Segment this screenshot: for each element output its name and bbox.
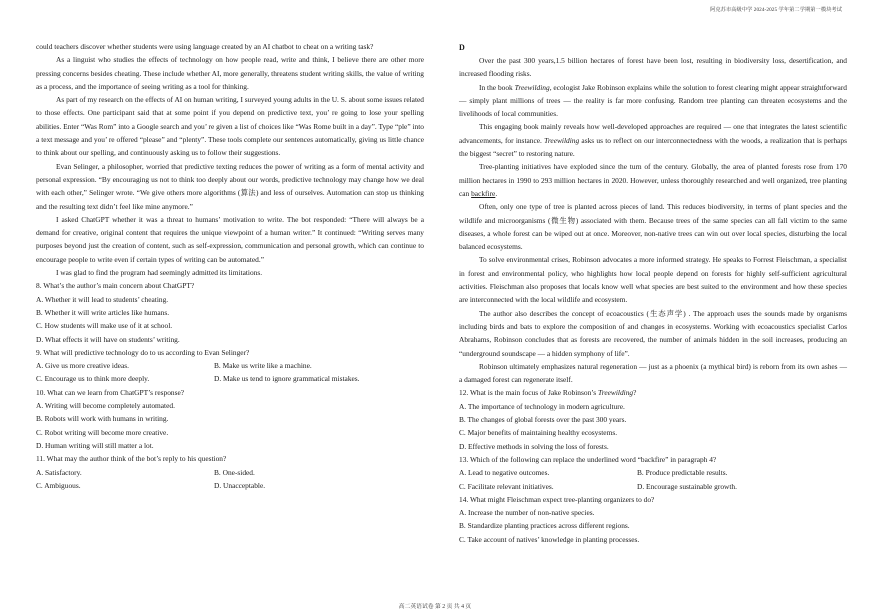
option-13b: B. Produce predictable results. bbox=[637, 468, 728, 478]
question-13: 13. Which of the following can replace the underlined word “backfire” in paragraph 4? bbox=[459, 454, 717, 464]
option-8b: B. Whether it will write articles like humans. bbox=[36, 307, 170, 317]
question-12: 12. What is the main focus of Jake Robinson’s Treewilding? bbox=[459, 388, 637, 398]
option-10d: D. Human writing will still matter a lot. bbox=[36, 440, 154, 450]
option-12b: B. The changes of global forests over the past 300 years. bbox=[459, 415, 627, 425]
option-13d: D. Encourage sustainable growth. bbox=[637, 481, 737, 491]
question-9: 9. What will predictive technology do to us according to Evan Selinger? bbox=[36, 347, 250, 357]
option-14a: A. Increase the number of non-native species. bbox=[459, 508, 595, 518]
left-column bbox=[36, 40, 424, 492]
option-8c: C. How students will make use of it at school. bbox=[36, 321, 173, 331]
passage-title: D bbox=[459, 43, 465, 52]
question-8: 8. What’s the author’s main concern about ChatGPT? bbox=[36, 281, 195, 291]
passage-paragraph: To solve environmental crises, Robinson advocates a more informed strategy. He speaks to Forrest Fleischman, a specialist in forest and environmental policy, who highlights how local people depend on forests for highly self-sufficient agricultural activities. Fleischman also proposes that locals know well what species are best suited to the environment and how these species are interconnected with the local wildlife and ecosystem. bbox=[459, 255, 847, 305]
option-9c: C. Encourage us to think more deeply. bbox=[36, 374, 150, 384]
option-11a: A. Satisfactory. bbox=[36, 467, 82, 477]
option-11b: B. One-sided. bbox=[214, 467, 255, 477]
option-12c: C. Major benefits of maintaining healthy ecosystems. bbox=[459, 428, 618, 438]
option-10c: C. Robot writing will become more creative. bbox=[36, 427, 169, 437]
option-13c: C. Facilitate relevant initiatives. bbox=[459, 481, 554, 491]
option-12d: D. Effective methods in solving the loss of forests. bbox=[459, 441, 609, 451]
book-title: Treewilding bbox=[544, 135, 580, 145]
option-12a: A. The importance of technology in modern agriculture. bbox=[459, 401, 625, 411]
underlined-word: backfire bbox=[471, 188, 496, 198]
passage-paragraph: Tree-planting initiatives have exploded since the turn of the century. Globally, the area of planted forests rose from 170 million hectares in 1990 to 293 million hectares in 2020. However, unless thoroughly researched and well organized, tree planting can backfire. bbox=[459, 162, 847, 198]
exam-header: 阿克苏市高级中学 2024-2025 学年第二学期第一模块考试 bbox=[710, 7, 842, 13]
book-title: Treewilding bbox=[514, 82, 550, 92]
option-9a: A. Give us more creative ideas. bbox=[36, 361, 129, 371]
passage-paragraph: Robinson ultimately emphasizes natural regeneration — just as a phoenix (a mythical bird) is reborn from its own ashes — a damaged forest can regenerate itself. bbox=[459, 361, 847, 385]
option-14b: B. Standardize planting practices across different regions. bbox=[459, 521, 630, 531]
option-11c: C. Ambiguous. bbox=[36, 480, 81, 490]
option-10b: B. Robots will work with humans in writing. bbox=[36, 414, 169, 424]
option-10a: A. Writing will become completely automated. bbox=[36, 401, 175, 411]
passage-paragraph: Often, only one type of tree is planted across pieces of land. This reduces biodiversity, in terms of plant species and the wildlife and microorganisms (微生物) associated with them. Because trees of the same species can all fall victim to the same diseases, a whole forest can be wiped out at once. Moreover, non-native trees can win out over local species, disturbing the local balanced ecosystems. bbox=[459, 202, 847, 252]
option-14c: C. Take account of natives’ knowledge in planting processes. bbox=[459, 534, 640, 544]
question-11: 11. What may the author think of the bot’s reply to his question? bbox=[36, 454, 227, 464]
option-9b: B. Make us write like a machine. bbox=[214, 361, 312, 371]
option-8a: A. Whether it will lead to students’ cheating. bbox=[36, 294, 169, 304]
passage-paragraph: This engaging book mainly reveals how well-developed approaches are required — one that integrates the latest scientific advancements, for instance. Treewilding asks us to reflect on our interconnectedness with the woods, a realization that is perhaps the biggest “secret” to restoring nature. bbox=[459, 122, 847, 159]
passage-paragraph: In the book Treewilding, ecologist Jake Robinson explains while the solution to forest clearing might appear straightforward — simply plant millions of trees — the reality is far more confusing. Random tree planting can threaten ecosystems and the livelihoods of local communities. bbox=[459, 82, 847, 119]
right-column bbox=[459, 42, 847, 546]
passage-paragraph: I asked ChatGPT whether it was a threat to humans’ motivation to write. The bot responded: “There will always be a demand for creative, original content that requires the unique viewpoint of a human writer.” It continued: “Writing serves many purposes beyond just the creation of content, such as self-expression, communication and personal growth, which can continue to encourage people to write even if certain types of writing can be automated.” bbox=[36, 214, 424, 264]
option-11d: D. Unacceptable. bbox=[214, 480, 266, 490]
option-13a: A. Lead to negative outcomes. bbox=[459, 468, 550, 478]
page-footer: 高二英语试卷 第 2 页 共 4 页 bbox=[398, 604, 472, 610]
passage-paragraph: I was glad to find the program had seemingly admitted its limitations. bbox=[56, 268, 263, 278]
passage-paragraph: As part of my research on the effects of AI on human writing, I surveyed young adults in the U. S. about some issues related to those effects. One participant said that at some point if you depend on predictive text, you’ re going to lose your spelling abilities. Enter “Was Rom” into a Google search and you’ re given a list of choices like “Was Rome built in a day”. Type “ple” into a text message and you’ re offered “please” and “plenty”. These tools complete our sentences automatically, giving us little chance to think about our spelling, and continuously asking us to follow their suggestions. bbox=[36, 95, 424, 158]
option-9d: D. Make us tend to ignore grammatical mistakes. bbox=[214, 374, 360, 384]
option-8d: D. What effects it will have on students’ writing. bbox=[36, 334, 180, 344]
passage-paragraph: Evan Selinger, a philosopher, worried that predictive texting reduces the power of writing as a form of mental activity and personal expression. “By encouraging us not to think too deeply about our words, predictive technology may change how we deal with each other,” Selinger wrote. “We give others more algorithms (算法) and less of ourselves. Automation can stop us thinking and the resulting text didn’t feel like mine anymore.” bbox=[36, 161, 424, 211]
passage-paragraph: The author also describes the concept of ecoacoustics (生态声学) . The approach uses the sounds made by organisms including birds and bats to explore the composition of and changes in ecosystems. Working with ecoacoustics specialist Carlos Abrahams, Robinson concludes that as forests are recovered, the number of animals hidden in the soil increases, producing an “underground soundscape — a hidden symphony of life”. bbox=[459, 308, 847, 358]
question-10: 10. What can we learn from ChatGPT’s response? bbox=[36, 387, 185, 397]
passage-paragraph: could teachers discover whether students were using language created by an AI chatbot to cheat on a writing task? bbox=[36, 42, 374, 51]
question-14: 14. What might Fleischman expect tree-planting organizers to do? bbox=[459, 494, 655, 504]
passage-paragraph: Over the past 300 years,1.5 billion hectares of forest have been lost, resulting in biodiversity loss, desertification, and increased flooding risks. bbox=[459, 56, 847, 79]
passage-paragraph: As a linguist who studies the effects of technology on how people read, write and think, I believe there are other more pressing concerns besides cheating. These include whether AI, more generally, threatens student writing skills, the value of writing as a process, and the importance of seeing writing as a tool for thinking. bbox=[36, 55, 424, 91]
